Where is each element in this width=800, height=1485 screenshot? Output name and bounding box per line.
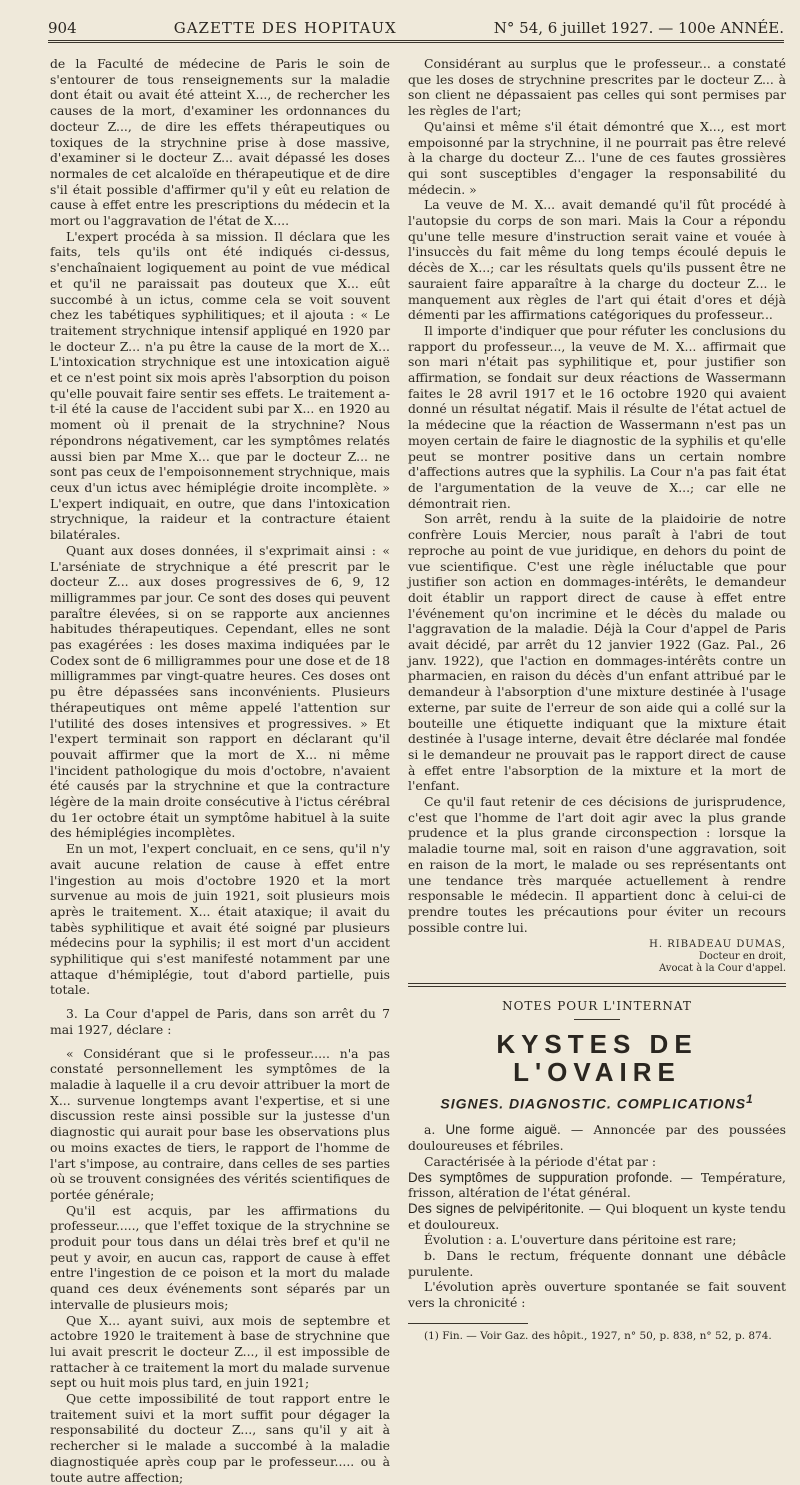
section-kicker: NOTES POUR L'INTERNAT — [502, 999, 692, 1014]
paragraph: Qu'il est acquis, par les affirmations du professeur....., que l'effet toxique de la strychnine se produit pour tous dans un délai très bref et qu'il ne peut y avoir, en aucun cas, rapport de cause à effet entre l'ingestion de ce poison et la mort du malade quand ces deux événements sont séparés par un intervalle de plusieurs mois; — [50, 1202, 390, 1312]
paragraph: La veuve de M. X... avait demandé qu'il fût procédé à l'autopsie du corps de son mari. Mais la Cour a répondu qu'une telle mesure d'instruction serait vaine et vouée à l'insuccès du fait même du long temps écoulé depuis le décès de X...; car les résultats quels qu'ils pussent être ne sauraient faire apparaître à la charge du docteur Z... le manquement aux règles de l'art qui était d'ores et déjà démenti par les affirmations catégoriques du professeur... — [408, 197, 786, 323]
note-item: Des signes de pelvipéritonite. — Qui bloquent un kyste tendu et douloureux. — [408, 1200, 787, 1232]
note-item: a. Une forme aiguë. — Annoncée par des poussées douloureuses et fébriles. — [408, 1122, 786, 1154]
paragraph: Son arrêt, rendu à la suite de la plaidoirie de notre confrère Louis Mercier, nous paraît à l'abri de tout reproche au point de vue juridique, en dehors du point de vue scientifique. C'est une règle inéluctable que pour justifier son action en dommages-intérêts, le demandeur doit établir un rapport direct de cause à effet entre l'événement qu'on incrimine et le décès du malade ou l'aggravation de la maladie. Déjà la Cour d'appel de Paris avait décidé, par arrêt du 12 janvier 1922 (Gaz. Pal., 26 janv. 1922), que l'action en dommages-intérêts contre un pharmacien, en raison du décès d'un enfant attribué par le demandeur à l'absorption d'une mixture destinée à l'usage externe, par suite de l'erreur de son aide qui a collé sur la bouteille une étiquette indiquant que la mixture était destinée à l'usage interne, devait être déclarée mal fondée si le demandeur ne prouvait pas le rapport direct de cause à effet entre l'absorption de la mixture et la mort de l'enfant. — [408, 511, 786, 794]
note-item: Des symptômes de suppuration profonde. — Température, frisson, altération de l'état général. — [408, 1169, 786, 1201]
author-role: Avocat à la Cour d'appel. — [658, 963, 786, 975]
left-column — [50, 56, 390, 1485]
paragraph: « Considérant que si le professeur..... n'a pas constaté personnellement les symptômes de la maladie à laquelle il a cru devoir attribuer la mort de X... survenue longtemps avant l'expertise, et si une discussion reste ainsi possible sur la justesse d'un diagnostic qui aurait pour base les observations plus ou moins exactes de tiers, le rapport de l'homme de l'art s'impose, au contraire, dans celles de ses parties où se trouvent consignées des vérités scientifiques de portée générale; — [50, 1045, 390, 1202]
item-heading: Des symptômes de suppuration profonde. — [408, 1169, 673, 1185]
page-header — [48, 16, 784, 43]
note-item: L'évolution après ouverture spontanée se fait souvent vers la chronicité : — [408, 1279, 786, 1311]
paragraph: Que X... ayant suivi, aux mois de septembre et actobre 1920 le traitement à base de strychnine que lui avait prescrit le docteur Z..., il est impossible de rattacher à ce traitement la mort du malade survenue sept ou huit mois plus tard, en juin 1921; — [50, 1312, 390, 1391]
author-name: H. RIBADEAU DUMAS, — [649, 939, 786, 951]
footnote-divider — [408, 1323, 528, 1324]
item-heading: Une forme aiguë. — [445, 1122, 561, 1138]
paragraph: Qu'ainsi et même s'il était démontré que X..., est mort empoisonné par la strychnine, il ne pourrait pas être relevé à la charge du docteur Z... l'une de ces fautes grossières qui sont susceptibles d'engager la responsabilité du médecin. » — [408, 118, 786, 197]
note-item: Caractérisée à la période d'état par : — [424, 1153, 657, 1169]
paragraph: Il importe d'indiquer que pour réfuter les conclusions du rapport du professeur..., la veuve de M. X... affirmait que son mari n'était pas syphilitique et, pour justifier son affirmation, se fondait sur deux réactions de Wassermann faites le 28 avril 1917 et le 16 octobre 1920 qui avaient donné un résultat négatif. Mais il résulte de l'état actuel de la médecine que la réaction de Wassermann n'est pas un moyen certain de faire le diagnostic de la syphilis et qu'elle peut se montrer positive dans un certain nombre d'affections autres que la syphilis. La Cour n'a pas fait état de l'argumentation de la veuve de X...; car elle ne démontrait rien. — [408, 322, 786, 511]
issue-info: N° 54, 6 juillet 1927. — 100e ANNÉE. — [493, 19, 784, 37]
journal-title: GAZETTE DES HOPITAUX — [173, 19, 397, 37]
page-number: 904 — [48, 19, 77, 37]
item-heading: Des signes de pelvipéritonite. — [408, 1200, 585, 1216]
paragraph: En un mot, l'expert concluait, en ce sens, qu'il n'y avait aucune relation de cause à effet entre l'ingestion au mois d'octobre 1920 et la mort survenue au mois de juin 1921, soit plusieurs mois après le traitement. X... était ataxique; il avait du tabès syphilitique et avait été soigné par plusieurs médecins pour la syphilis; il est mort d'un accident syphilitique qui s'est manifesté notamment par une attaque d'hémiplégie, tout d'abord partielle, puis totale. — [50, 841, 390, 998]
right-column — [408, 56, 786, 1343]
paragraph: Que cette impossibilité de tout rapport entre le traitement suivi et la mort suffit pour dégager la responsabilité du docteur Z..., sans qu'il y ait à rechercher si le malade a succombé à la maladie diagnostiquée après coup par le professeur..... ou à toute autre affection; — [50, 1391, 390, 1485]
signature-block — [408, 939, 786, 975]
paragraph: 3. La Cour d'appel de Paris, dans son arrêt du 7 mai 1927, déclare : — [50, 1006, 390, 1037]
article-title: KYSTES DE L'OVAIRE — [496, 1029, 698, 1088]
article-subtitle: SIGNES. DIAGNOSTIC. COMPLICATIONS$^1$ — [440, 1093, 754, 1112]
paragraph: de la Faculté de médecine de Paris le soin de s'entourer de tous renseignements sur la maladie dont était ou avait été atteint X..., de rechercher les causes de la mort, d'examiner les ordonnances du docteur Z..., de dire les effets thérapeutiques ou toxiques de la strychnine prise à dose massive, d'examiner si le docteur Z... avait dépassé les doses normales de cet alcaloïde en thérapeutique et de dire s'il était possible d'affirmer qu'il y eût eu relation de cause à effet entre les prescriptions du médecin et la mort ou l'aggravation de l'état de X.... — [50, 56, 390, 229]
author-title: Docteur en droit, — [698, 951, 786, 963]
divider — [574, 1019, 620, 1020]
footnote-marker: 1 — [746, 1093, 754, 1107]
note-item: b. Dans le rectum, fréquente donnant une débâcle purulente. — [408, 1248, 786, 1279]
paragraph: Quant aux doses données, il s'exprimait ainsi : « L'arséniate de strychnique a été prescrit par le docteur Z... aux doses progressives de 6, 9, 12 milligrammes par jour. Ce sont des doses qui peuvent paraître élevées, si on se rapporte aux anciennes habitudes thérapeutiques. Cependant, elles ne sont pas exagérées : les doses maxima indiquées par le Codex sont de 6 milligrammes pour une dose et de 18 milligrammes par vingt-quatre heures. Ces doses ont pu être dépassées sans inconvénients. Plusieurs thérapeutiques ont même appelé l'attention sur l'utilité des doses intensives et progressives. » Et l'expert terminait son rapport en déclarant qu'il pouvait affirmer que la mort de X... ni même l'incident pathologique du mois d'octobre, n'avaient été causés par la strychnine et que la contracture légère de la main droite consécutive à l'ictus cérébral du 1er octobre était un symptôme habituel à la suite des hémiplégies incomplètes. — [50, 542, 390, 841]
paragraph: Ce qu'il faut retenir de ces décisions de jurisprudence, c'est que l'homme de l'art doit agir avec la plus grande prudence et la plus grande circonspection : lorsque la maladie tourne mal, soit en raison d'une aggravation, soit en raison de la mort, le malade ou ses représentants ont une tendance très marquée actuellement à rendre responsable le médecin. Il appartient donc à celui-ci de prendre toutes les précautions pour éviter un recours possible contre lui. — [408, 794, 786, 935]
paragraph: Considérant au surplus que le professeur... a constaté que les doses de strychnine prescrites par le docteur Z... à son client ne dépassaient pas celles qui sont permises par les règles de l'art; — [408, 56, 786, 119]
paragraph: L'expert procéda à sa mission. Il déclara que les faits, tels qu'ils ont été indiqués ci-dessus, s'enchaînaient logiquement au point de vue médical et qu'il ne paraissait pas douteux que X... eût succombé à un ictus, comme cela se voit souvent chez les tabétiques syphilitiques; et il ajouta : « Le traitement strychnique intensif appliqué en 1920 par le docteur Z... n'a pu être la cause de la mort de X... L'intoxication strychnique est une intoxication aiguë et ce n'est point six mois après l'absorption du poison qu'elle pouvait faire sentir ses effets. Le traitement a-t-il été la cause de l'accident subi par X... en 1920 au moment où il prenait de la strychnine? Nous répondrons négativement, car les symptômes relatés aussi bien par Mme X... que par le docteur Z... ne sont pas ceux de l'empoisonnement strychnique, mais ceux d'un ictus avec hémiplégie droite incomplète. » L'expert indiquait, en outre, que dans l'intoxication strychnique, la raideur et la contracture étaient bilatérales. — [50, 228, 390, 543]
divider — [408, 986, 786, 987]
divider — [408, 983, 786, 984]
footnote: (1) Fin. — Voir Gaz. des hôpit., 1927, n° 50, p. 838, n° 52, p. 874. — [424, 1329, 772, 1342]
note-item: Évolution : a. L'ouverture dans péritoine est rare; — [424, 1232, 737, 1248]
